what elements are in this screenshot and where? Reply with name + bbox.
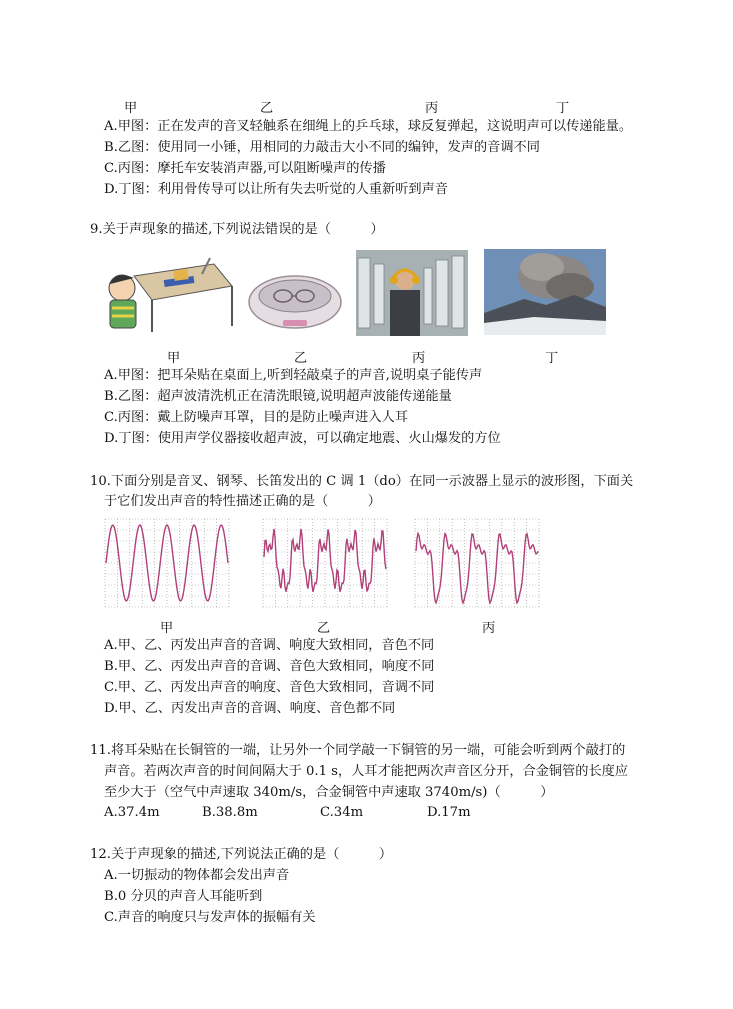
- q8-option-d: D.丁图：利用骨传导可以让所有失去听觉的人重新听到声音: [104, 182, 448, 197]
- q10-label-jia: 甲: [160, 621, 174, 636]
- q11-option-d: D.17m: [427, 805, 471, 820]
- q10-option-c: C.甲、乙、丙发出声音的响度、音色大致相同，音调不同: [104, 680, 435, 695]
- q10-option-b: B.甲、乙、丙发出声音的音调、音色大致相同，响度不同: [104, 659, 435, 674]
- fig8-label-bing: 丙: [425, 101, 439, 116]
- q11-option-b: B.38.8m: [202, 805, 258, 820]
- q9-stem: 9.关于声现象的描述,下列说法错误的是（ ）: [90, 222, 384, 237]
- oscilloscope-waveform-yi: [261, 517, 389, 609]
- q8-option-b: B.乙图：使用同一小锤，用相同的力敲击大小不同的编钟，发声的音调不同: [104, 140, 540, 155]
- q10-stem-line2: 于它们发出声音的特性描述正确的是（ ）: [104, 494, 381, 509]
- q9-image-jia-student-ear-on-desk: [104, 256, 234, 334]
- q11-stem-line1: 11.将耳朵贴在长铜管的一端，让另外一个同学敲一下铜管的另一端，可能会听到两个敲打的: [90, 743, 626, 758]
- q9-option-c: C.丙图：戴上防噪声耳罩，目的是防止噪声进入人耳: [104, 410, 408, 425]
- q8-option-a: A.甲图：正在发声的音叉轻触系在细绳上的乒乓球，球反复弹起，这说明声可以传递能量。: [104, 119, 633, 134]
- fig8-label-yi: 乙: [260, 101, 274, 116]
- q8-option-c: C.丙图：摩托车安装消声器,可以阻断噪声的传播: [104, 161, 386, 176]
- fig8-label-ding: 丁: [556, 101, 570, 116]
- q9-label-bing: 丙: [412, 351, 426, 366]
- q10-option-d: D.甲、乙、丙发出声音的音调、响度、音色都不同: [104, 701, 396, 716]
- oscilloscope-waveform-bing: [413, 517, 541, 609]
- q11-stem-line2: 声音。若两次声音的时间间隔大于 0.1 s，人耳才能把两次声音区分开，合金铜管的长度应: [104, 764, 629, 779]
- q12-option-b: B.0 分贝的声音人耳能听到: [104, 889, 263, 904]
- q9-option-a: A.甲图：把耳朵贴在桌面上,听到轻敲桌子的声音,说明桌子能传声: [104, 368, 483, 383]
- q10-option-a: A.甲、乙、丙发出声音的音调、响度大致相同，音色不同: [104, 638, 435, 653]
- q9-label-yi: 乙: [294, 351, 308, 366]
- q9-option-d: D.丁图：使用声学仪器接收超声波，可以确定地震、火山爆发的方位: [104, 431, 501, 446]
- oscilloscope-waveform-jia: [103, 517, 231, 609]
- q12-option-a: A.一切振动的物体都会发出声音: [104, 868, 290, 883]
- q11-stem-line3: 至少大于（空气中声速取 340m/s，合金铜管中声速取 3740m/s)（ ）: [104, 785, 554, 800]
- q10-stem-line1: 10.下面分别是音叉、钢琴、长笛发出的 C 调 1（do）在同一示波器上显示的波形图，下面关: [90, 474, 634, 489]
- q9-image-bing-worker-with-earmuffs: [356, 250, 468, 336]
- q9-label-jia: 甲: [167, 351, 181, 366]
- q10-label-bing: 丙: [482, 621, 496, 636]
- q9-label-ding: 丁: [545, 351, 559, 366]
- waveform-trace: [106, 525, 228, 601]
- fig8-label-jia: 甲: [124, 101, 138, 116]
- q11-option-a: A.37.4m: [104, 805, 160, 820]
- q12-stem: 12.关于声现象的描述,下列说法正确的是（ ）: [90, 847, 393, 862]
- q10-label-yi: 乙: [317, 621, 331, 636]
- q9-image-ding-volcano-eruption: [484, 249, 606, 335]
- q11-option-c: C.34m: [320, 805, 364, 820]
- q9-image-yi-ultrasonic-cleaner: [245, 262, 345, 334]
- q9-option-b: B.乙图：超声波清洗机正在清洗眼镜,说明超声波能传递能量: [104, 389, 452, 404]
- q12-option-c: C.声音的响度只与发声体的振幅有关: [104, 910, 316, 925]
